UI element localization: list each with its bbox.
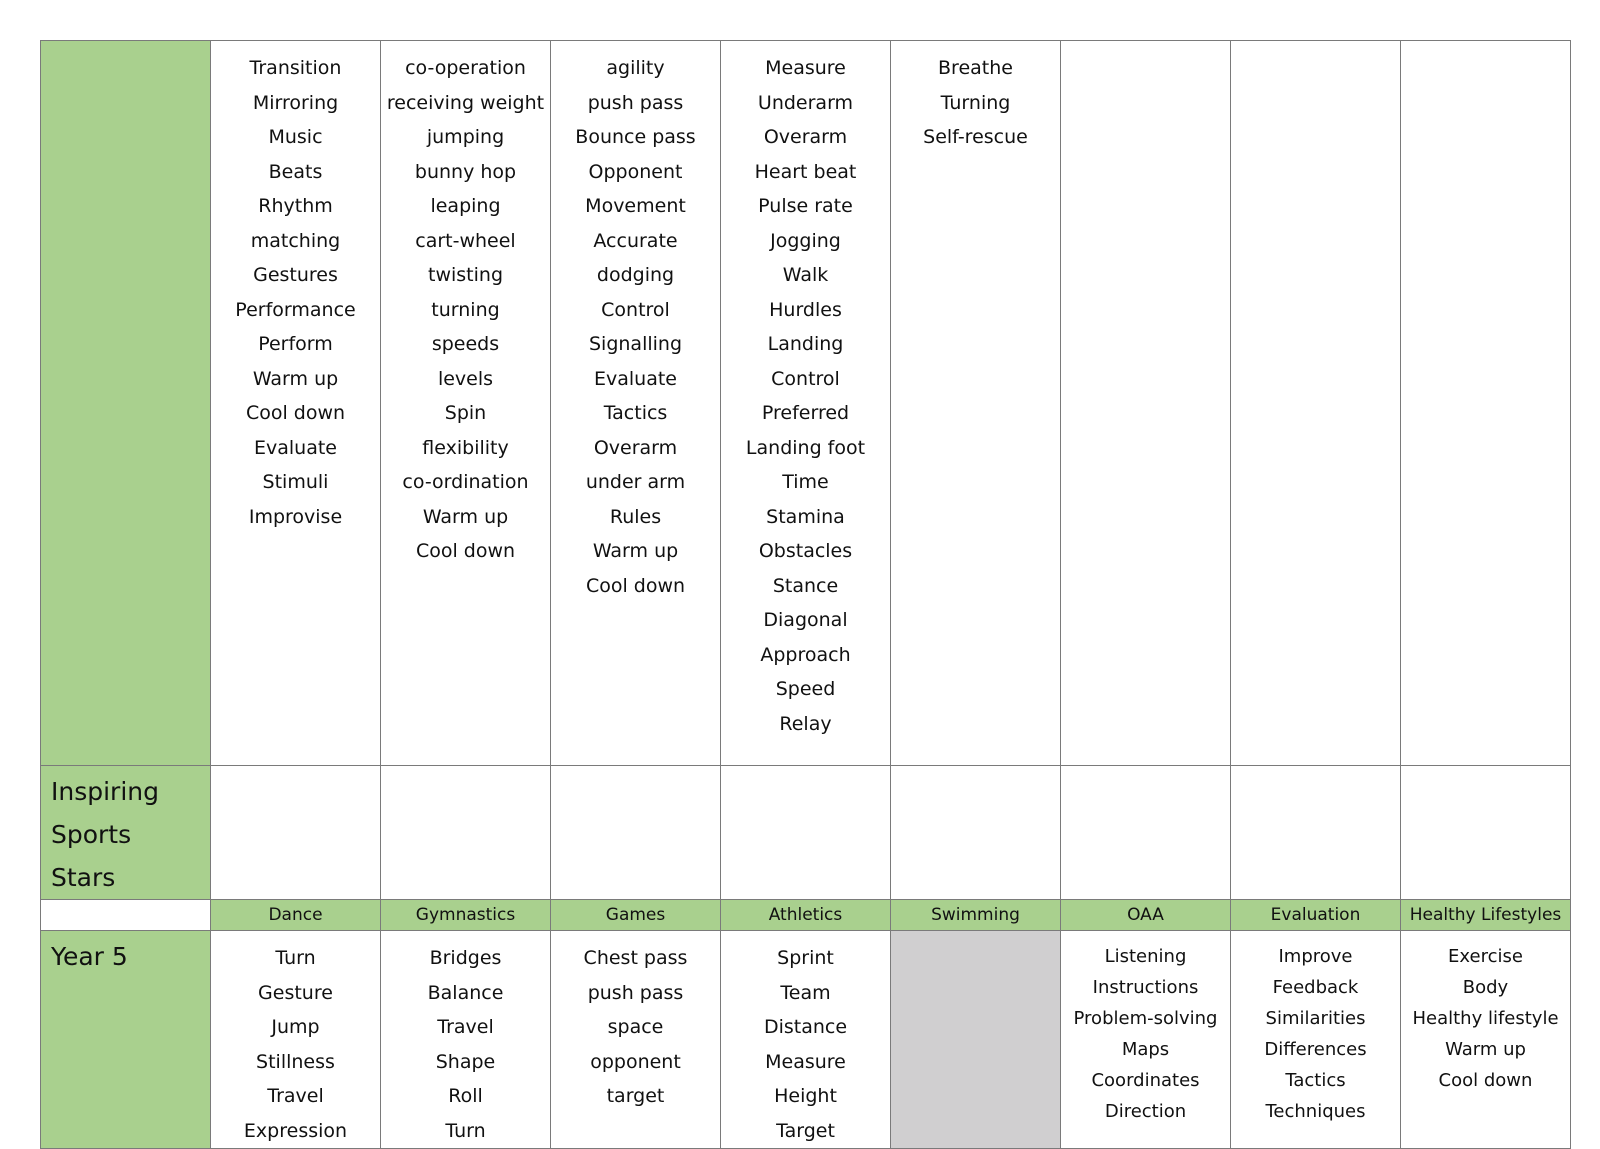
header-swimming: Swimming (891, 900, 1061, 931)
vocab-word: Cool down (245, 402, 346, 424)
vocab-word: Landing foot (745, 436, 866, 459)
year5-row (41, 931, 1571, 1149)
vocab-word: Overarm (593, 436, 678, 459)
vocab-word: bunny hop (414, 160, 517, 183)
vocab-word: twisting (428, 264, 503, 286)
vocab-word: Gestures (253, 264, 338, 286)
vocab-word: Approach (760, 643, 851, 666)
header-healthy-lifestyles: Healthy Lifestyles (1401, 900, 1571, 931)
vocab-word: Coordinates (1091, 1070, 1200, 1091)
vocab-word: receiving weight (386, 91, 545, 114)
vocab-word: Height (774, 1085, 837, 1107)
upper-healthy-cell (1401, 41, 1571, 766)
year5-evaluation-cell (1231, 931, 1401, 1149)
header-blank-cell (41, 900, 211, 931)
vocab-word: Turn (445, 1119, 486, 1142)
year5-games-cell (551, 931, 721, 1149)
upper-gymnastics-cell (381, 41, 551, 766)
year5-oaa-cell (1061, 931, 1231, 1149)
vocab-word: Warm up (1445, 1039, 1526, 1060)
vocab-word: Tactics (603, 402, 668, 424)
vocab-word: Obstacles (758, 540, 853, 562)
vocab-word: Beats (268, 160, 323, 183)
header-evaluation: Evaluation (1231, 900, 1401, 931)
year5-dance-cell (211, 931, 381, 1149)
vocab-word: Time (782, 471, 829, 493)
vocab-word: Cool down (585, 574, 686, 597)
header-athletics: Athletics (721, 900, 891, 931)
vocab-word: Performance (235, 298, 356, 321)
inspiring-cell (551, 766, 721, 900)
vocabulary-row-upper (41, 41, 1571, 766)
year5-dance-list (211, 931, 380, 1148)
vocab-word: Listening (1104, 946, 1187, 967)
vocab-word: Transition (249, 57, 342, 79)
vocab-word: dodging (596, 264, 675, 286)
year5-evaluation-list (1231, 931, 1400, 1127)
vocab-word: Improvise (248, 505, 343, 528)
inspiring-cell (1401, 766, 1571, 900)
vocab-word: Overarm (763, 126, 848, 148)
upper-games-cell (551, 41, 721, 766)
vocab-word: Movement (585, 195, 686, 217)
vocab-word: Maps (1121, 1039, 1170, 1060)
vocab-word: Signalling (588, 333, 683, 355)
vocab-word: Problem-solving (1073, 1008, 1218, 1029)
vocab-word: Improve (1278, 946, 1353, 967)
vocab-word: Warm up (592, 540, 679, 562)
vocab-word: Shape (435, 1050, 496, 1073)
vocab-word: Diagonal (763, 609, 848, 631)
vocab-word: flexibility (422, 436, 509, 459)
vocab-word: Stimuli (262, 471, 329, 493)
vocab-word: Stillness (256, 1050, 335, 1073)
vocab-word: Team (780, 981, 831, 1004)
vocab-word: Heart beat (754, 160, 857, 183)
vocab-word: opponent (590, 1050, 681, 1073)
vocab-word: Relay (779, 712, 832, 735)
vocab-word: agility (606, 57, 665, 79)
upper-oaa-cell (1061, 41, 1231, 766)
vocab-word: Jump (271, 1016, 320, 1038)
inspiring-sports-stars-label: Inspiring Sports Stars (41, 766, 211, 900)
vocab-word: Stance (772, 574, 839, 597)
upper-evaluation-cell (1231, 41, 1401, 766)
header-games: Games (551, 900, 721, 931)
header-oaa: OAA (1061, 900, 1231, 931)
vocab-word: Pulse rate (758, 195, 853, 217)
vocab-word: Preferred (761, 402, 850, 424)
vocab-word: Instructions (1092, 977, 1199, 998)
vocab-word: Perform (258, 333, 333, 355)
inspiring-cell (721, 766, 891, 900)
year5-healthy-lifestyles-list (1401, 931, 1570, 1096)
vocab-word: Hurdles (769, 298, 842, 321)
vocab-word: cart-wheel (415, 229, 516, 252)
inspiring-cell (1231, 766, 1401, 900)
vocab-word: speeds (431, 333, 500, 355)
year5-oaa-list (1061, 931, 1230, 1127)
vocab-word: Roll (448, 1085, 483, 1107)
vocab-word: Speed (775, 678, 836, 700)
year5-gymnastics-list (381, 931, 550, 1148)
vocab-word: Similarities (1265, 1008, 1366, 1029)
vocab-word: Differences (1264, 1039, 1367, 1060)
inspiring-cell (1061, 766, 1231, 900)
inspiring-sports-stars-row (41, 766, 1571, 900)
vocab-word: Target (776, 1119, 835, 1142)
vocab-word: Body (1462, 977, 1509, 998)
year5-label: Year 5 (41, 931, 211, 1149)
vocab-word: Mirroring (252, 91, 339, 114)
upper-dance-cell (211, 41, 381, 766)
upper-dance-list (211, 41, 380, 534)
vocab-word: Jogging (770, 229, 841, 252)
vocab-word: Chest pass (583, 947, 688, 969)
vocab-word: Bridges (429, 947, 502, 969)
upper-gymnastics-list (381, 41, 550, 569)
vocab-word: Self-rescue (923, 126, 1028, 148)
vocab-word: space (607, 1016, 664, 1038)
vocab-word: Evaluate (254, 436, 337, 459)
vocab-word: co-operation (405, 57, 526, 79)
vocab-word: levels (437, 367, 494, 390)
vocab-word: Gesture (258, 981, 333, 1004)
upper-swimming-cell (891, 41, 1061, 766)
upper-athletics-cell (721, 41, 891, 766)
header-dance: Dance (211, 900, 381, 931)
vocab-word: Rules (609, 505, 662, 528)
inspiring-cell (381, 766, 551, 900)
vocab-word: Measure (765, 1050, 846, 1073)
vocab-word: Cool down (415, 540, 516, 562)
vocab-word: Sprint (777, 947, 834, 969)
year5-athletics-cell (721, 931, 891, 1149)
year5-gymnastics-cell (381, 931, 551, 1149)
vocab-word: Stamina (766, 505, 845, 528)
vocab-word: Rhythm (258, 195, 333, 217)
vocab-word: Breathe (938, 57, 1013, 79)
vocab-word: Feedback (1272, 977, 1359, 998)
vocab-word: Spin (444, 402, 487, 424)
vocab-word: Healthy lifestyle (1412, 1008, 1559, 1029)
inspiring-cell (211, 766, 381, 900)
upper-swimming-list (891, 41, 1060, 155)
upper-games-list (551, 41, 720, 603)
row-label-empty (41, 41, 211, 766)
vocab-word: Underarm (757, 91, 854, 114)
vocab-word: Control (601, 298, 670, 321)
vocab-word: co-ordination (402, 471, 529, 493)
vocab-word: leaping (430, 195, 501, 217)
vocab-word: Warm up (422, 505, 509, 528)
vocab-word: under arm (585, 471, 686, 493)
vocab-word: Music (268, 126, 323, 148)
year5-swimming-cell (891, 931, 1061, 1149)
vocab-word: push pass (587, 91, 684, 114)
vocab-word: Balance (427, 981, 504, 1004)
vocab-word: Exercise (1448, 946, 1523, 967)
vocab-word: Direction (1104, 1101, 1187, 1122)
vocab-word: Evaluate (594, 367, 677, 390)
vocab-word: Control (771, 367, 840, 390)
vocab-word: Travel (437, 1016, 494, 1038)
subject-header-row (41, 900, 1571, 931)
inspiring-cell (891, 766, 1061, 900)
curriculum-table (40, 40, 1571, 1149)
vocab-word: Techniques (1265, 1101, 1366, 1122)
vocab-word: Expression (243, 1119, 348, 1142)
upper-athletics-list (721, 41, 890, 741)
vocab-word: turning (431, 298, 500, 321)
vocab-word: Warm up (252, 367, 339, 390)
year5-healthy-lifestyles-cell (1401, 931, 1571, 1149)
vocab-word: Accurate (593, 229, 678, 252)
vocab-word: Bounce pass (575, 126, 696, 148)
vocab-word: Landing (767, 333, 844, 355)
vocab-word: Turn (275, 947, 316, 969)
vocab-word: Turning (940, 91, 1011, 114)
vocab-word: push pass (587, 981, 684, 1004)
vocab-word: target (606, 1085, 665, 1107)
vocab-word: Walk (782, 264, 829, 286)
vocab-word: Tactics (1285, 1070, 1346, 1091)
vocab-word: matching (250, 229, 341, 252)
vocab-word: Distance (763, 1016, 848, 1038)
vocab-word: Measure (765, 57, 846, 79)
year5-games-list (551, 931, 720, 1114)
vocab-word: Cool down (1438, 1070, 1533, 1091)
year5-athletics-list (721, 931, 890, 1148)
header-gymnastics: Gymnastics (381, 900, 551, 931)
vocab-word: Opponent (588, 160, 683, 183)
vocab-word: Travel (267, 1085, 324, 1107)
vocab-word: jumping (426, 126, 505, 148)
